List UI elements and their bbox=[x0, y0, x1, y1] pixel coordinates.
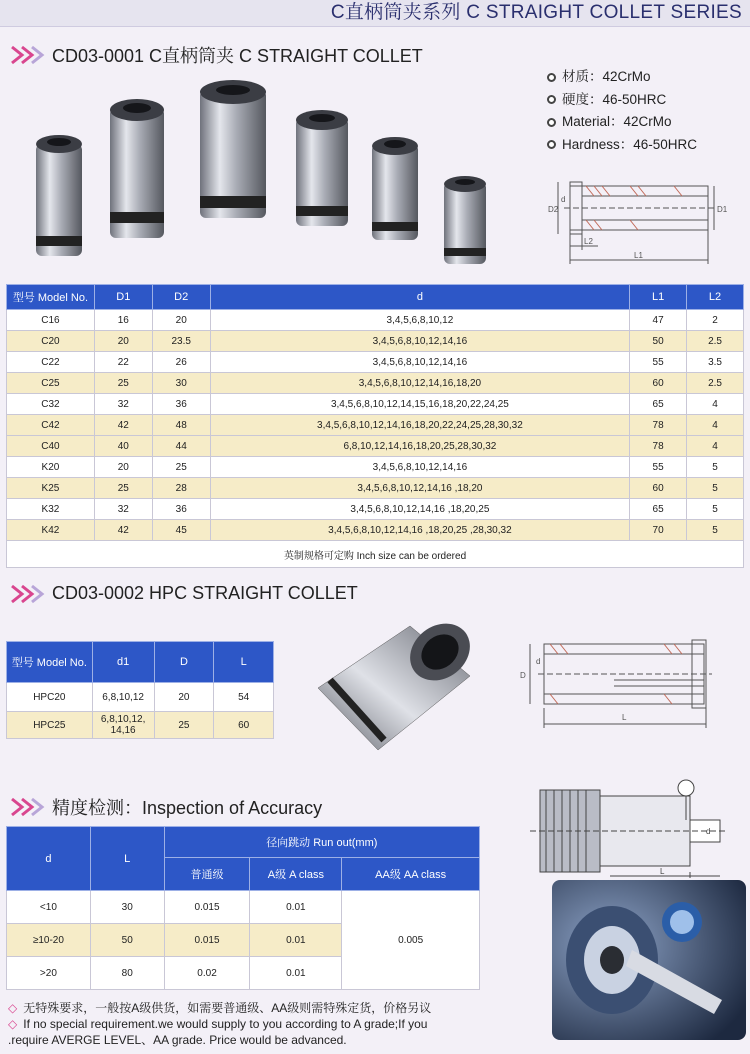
double-chevron-icon bbox=[10, 45, 46, 65]
table-cell: 60 bbox=[630, 373, 687, 394]
table-row bbox=[7, 436, 744, 457]
table-cell: 6,8,10,12, 14,16 bbox=[92, 712, 154, 739]
table-cell: 3,4,5,6,8,10,12,14,16,18,20,22,24,25,28,30,32 bbox=[210, 415, 630, 436]
table-cell: 42 bbox=[94, 415, 152, 436]
diamond-bullet-icon: ◇ bbox=[8, 1017, 18, 1031]
table-cell: 3,4,5,6,8,10,12,14,16 bbox=[210, 457, 630, 478]
table-cell: C25 bbox=[7, 373, 95, 394]
hpc-collet-spec-table bbox=[6, 641, 274, 739]
column-header: AA级 AA class bbox=[342, 858, 480, 891]
runout-inspection-drawing bbox=[510, 776, 734, 880]
table-row bbox=[7, 373, 744, 394]
table-row bbox=[7, 499, 744, 520]
hpc-collet-drawing bbox=[514, 634, 726, 734]
table-header-row bbox=[7, 827, 480, 858]
column-header: d bbox=[210, 285, 630, 310]
table-row bbox=[7, 457, 744, 478]
table-cell: 3,4,5,6,8,10,12,14,16 ,18,20,25 bbox=[210, 499, 630, 520]
table-cell: ≥10-20 bbox=[7, 924, 91, 957]
table-cell: 0.01 bbox=[250, 957, 342, 990]
table-cell: 28 bbox=[152, 478, 210, 499]
table-cell: 0.01 bbox=[250, 891, 342, 924]
table-cell: 4 bbox=[687, 415, 744, 436]
table-row bbox=[7, 891, 480, 924]
table-row bbox=[7, 683, 274, 712]
table-cell: 30 bbox=[152, 373, 210, 394]
double-chevron-icon bbox=[10, 584, 46, 604]
table-cell: 5 bbox=[687, 499, 744, 520]
table-cell: K32 bbox=[7, 499, 95, 520]
table-cell: 50 bbox=[90, 924, 164, 957]
table-cell: 0.015 bbox=[164, 924, 250, 957]
column-header: 型号 Model No. bbox=[7, 285, 95, 310]
table-cell: C40 bbox=[7, 436, 95, 457]
table-cell: 55 bbox=[630, 352, 687, 373]
table-cell: 0.02 bbox=[164, 957, 250, 990]
table-cell: 30 bbox=[90, 891, 164, 924]
table-cell: 26 bbox=[152, 352, 210, 373]
table-cell: 80 bbox=[90, 957, 164, 990]
table-cell: 45 bbox=[152, 520, 210, 541]
table-cell: 20 bbox=[154, 683, 214, 712]
series-title: C直柄筒夹系列 C STRAIGHT COLLET SERIES bbox=[330, 2, 742, 23]
table-cell: 60 bbox=[214, 712, 274, 739]
property-item: Hardness：46-50HRC bbox=[547, 134, 697, 157]
column-header: L1 bbox=[630, 285, 687, 310]
section-3-title bbox=[10, 794, 322, 820]
hpc-collet-product-image bbox=[300, 618, 480, 758]
table-cell: HPC20 bbox=[7, 683, 93, 712]
table-cell: 5 bbox=[687, 457, 744, 478]
table-cell: 2.5 bbox=[687, 373, 744, 394]
table-cell: 65 bbox=[630, 394, 687, 415]
column-header: 普通级 bbox=[164, 858, 250, 891]
section-3-title-text: 精度检测：Inspection of Accuracy bbox=[52, 798, 323, 818]
table-cell: C20 bbox=[7, 331, 95, 352]
table-cell: 25 bbox=[94, 373, 152, 394]
table-cell: 16 bbox=[94, 310, 152, 331]
inspection-machine-photo bbox=[552, 880, 746, 1040]
table-cell: 3,4,5,6,8,10,12,14,16 bbox=[210, 352, 630, 373]
table-row bbox=[7, 352, 744, 373]
column-header: d1 bbox=[92, 642, 154, 683]
table-cell: 3,4,5,6,8,10,12,14,16 ,18,20 bbox=[210, 478, 630, 499]
group-header: 径向跳动 Run out(mm) bbox=[164, 827, 479, 858]
table-cell: 65 bbox=[630, 499, 687, 520]
section-1-title-text: CD03-0001 C直柄筒夹 C STRAIGHT COLLET bbox=[52, 46, 423, 66]
property-item: Material：42CrMo bbox=[547, 111, 697, 134]
table-row bbox=[7, 520, 744, 541]
table-cell: HPC25 bbox=[7, 712, 93, 739]
table-cell: 3,4,5,6,8,10,12,14,15,16,18,20,22,24,25 bbox=[210, 394, 630, 415]
drawing-label-l2: L2 bbox=[584, 237, 593, 246]
table-cell: 2 bbox=[687, 310, 744, 331]
diamond-bullet-icon: ◇ bbox=[8, 1001, 18, 1015]
section-2-title bbox=[10, 583, 358, 604]
circle-bullet-icon bbox=[547, 118, 556, 127]
table-cell: 3,4,5,6,8,10,12,14,16,18,20 bbox=[210, 373, 630, 394]
table-cell: 23.5 bbox=[152, 331, 210, 352]
column-header: D2 bbox=[152, 285, 210, 310]
c-collet-spec-table bbox=[6, 284, 744, 568]
table-cell: 40 bbox=[94, 436, 152, 457]
table-header-row bbox=[7, 642, 274, 683]
table-cell: 6,8,10,12,14,16,18,20,25,28,30,32 bbox=[210, 436, 630, 457]
table-row bbox=[7, 712, 274, 739]
circle-bullet-icon bbox=[547, 95, 556, 104]
collets-product-image bbox=[28, 78, 498, 273]
table-cell: 42 bbox=[94, 520, 152, 541]
table-cell: 3,4,5,6,8,10,12,14,16 ,18,20,25 ,28,30,32 bbox=[210, 520, 630, 541]
column-header: 型号 Model No. bbox=[7, 642, 93, 683]
inch-size-note: 英制规格可定购 Inch size can be ordered bbox=[7, 541, 744, 568]
column-header: d bbox=[7, 827, 91, 891]
table-cell: 55 bbox=[630, 457, 687, 478]
table-cell: 50 bbox=[630, 331, 687, 352]
table-cell: 54 bbox=[214, 683, 274, 712]
table-cell: 22 bbox=[94, 352, 152, 373]
table-cell: 20 bbox=[152, 310, 210, 331]
table-cell: 36 bbox=[152, 394, 210, 415]
double-chevron-icon bbox=[10, 797, 46, 817]
column-header: D bbox=[154, 642, 214, 683]
table-cell: K25 bbox=[7, 478, 95, 499]
footnote-line-en-1: If no special requirement.we would supply to you according to A grade;If you bbox=[23, 1017, 428, 1031]
table-cell: >20 bbox=[7, 957, 91, 990]
table-cell: C42 bbox=[7, 415, 95, 436]
column-header: L bbox=[214, 642, 274, 683]
column-header: L bbox=[90, 827, 164, 891]
table-cell: 6,8,10,12 bbox=[92, 683, 154, 712]
circle-bullet-icon bbox=[547, 73, 556, 82]
table-cell: 32 bbox=[94, 394, 152, 415]
table-cell: 3,4,5,6,8,10,12 bbox=[210, 310, 630, 331]
table-note-row bbox=[7, 541, 744, 568]
drawing-label-d1: D1 bbox=[717, 205, 728, 214]
section-2-title-text: CD03-0002 HPC STRAIGHT COLLET bbox=[52, 583, 358, 603]
table-cell: 60 bbox=[630, 478, 687, 499]
table-cell: 44 bbox=[152, 436, 210, 457]
table-cell: 32 bbox=[94, 499, 152, 520]
table-cell: 47 bbox=[630, 310, 687, 331]
table-cell: 4 bbox=[687, 394, 744, 415]
table-cell: C16 bbox=[7, 310, 95, 331]
table-cell: 20 bbox=[94, 331, 152, 352]
table-cell: 4 bbox=[687, 436, 744, 457]
table-cell: 3,4,5,6,8,10,12,14,16 bbox=[210, 331, 630, 352]
table-cell: C22 bbox=[7, 352, 95, 373]
table-cell: 0.015 bbox=[164, 891, 250, 924]
drawing-label-L: L bbox=[660, 867, 665, 876]
material-properties bbox=[547, 66, 697, 156]
table-header-row bbox=[7, 285, 744, 310]
footnote-line-en-2: .require AVERGE LEVEL、AA grade. Price would be advanced. bbox=[8, 1033, 347, 1047]
table-cell: 25 bbox=[94, 478, 152, 499]
table-row bbox=[7, 415, 744, 436]
drawing-label-d: d bbox=[706, 827, 711, 836]
table-cell: 3.5 bbox=[687, 352, 744, 373]
table-cell: 78 bbox=[630, 415, 687, 436]
column-header: L2 bbox=[687, 285, 744, 310]
drawing-label-l1: L1 bbox=[634, 251, 643, 260]
section-1-title bbox=[10, 42, 423, 68]
column-header: A级 A class bbox=[250, 858, 342, 891]
drawing-label-L: L bbox=[622, 713, 627, 722]
table-row bbox=[7, 310, 744, 331]
table-cell: 36 bbox=[152, 499, 210, 520]
table-row bbox=[7, 331, 744, 352]
table-cell: 25 bbox=[154, 712, 214, 739]
drawing-label-D: D bbox=[520, 671, 526, 680]
c-collet-drawing bbox=[534, 172, 726, 272]
table-cell: 78 bbox=[630, 436, 687, 457]
table-cell: K42 bbox=[7, 520, 95, 541]
drawing-label-d2: D2 bbox=[548, 205, 559, 214]
table-row bbox=[7, 478, 744, 499]
table-cell: 2.5 bbox=[687, 331, 744, 352]
table-cell: 48 bbox=[152, 415, 210, 436]
property-item: 材质：42CrMo bbox=[547, 66, 697, 89]
table-cell: 5 bbox=[687, 520, 744, 541]
table-cell: C32 bbox=[7, 394, 95, 415]
circle-bullet-icon bbox=[547, 140, 556, 149]
table-cell: 25 bbox=[152, 457, 210, 478]
supply-footnote bbox=[8, 1000, 431, 1048]
aa-class-value: 0.005 bbox=[342, 891, 480, 990]
accuracy-inspection-table bbox=[6, 826, 480, 990]
table-cell: 70 bbox=[630, 520, 687, 541]
column-header: D1 bbox=[94, 285, 152, 310]
drawing-label-d: d bbox=[536, 657, 541, 666]
property-item: 硬度：46-50HRC bbox=[547, 89, 697, 112]
page-header bbox=[0, 0, 750, 27]
table-cell: <10 bbox=[7, 891, 91, 924]
table-cell: 0.01 bbox=[250, 924, 342, 957]
table-row bbox=[7, 394, 744, 415]
table-cell: 5 bbox=[687, 478, 744, 499]
table-cell: 20 bbox=[94, 457, 152, 478]
drawing-label-d: d bbox=[561, 195, 566, 204]
footnote-line-cn: 无特殊要求，一般按A级供货，如需要普通级、AA级则需特殊定货，价格另议 bbox=[23, 1001, 432, 1015]
table-cell: K20 bbox=[7, 457, 95, 478]
